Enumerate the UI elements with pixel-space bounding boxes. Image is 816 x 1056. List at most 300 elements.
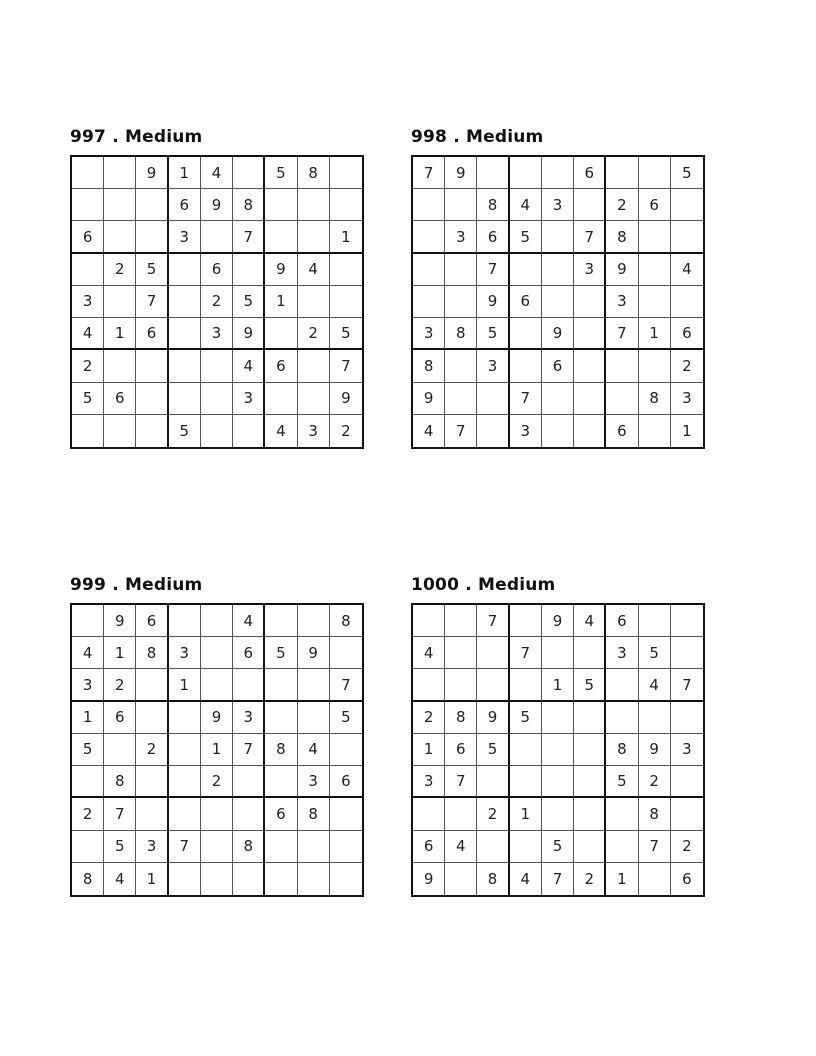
sudoku-cell: 2 bbox=[477, 798, 509, 830]
sudoku-cell: 3 bbox=[298, 766, 330, 798]
sudoku-cell: 8 bbox=[330, 605, 362, 637]
sudoku-cell bbox=[136, 189, 168, 221]
sudoku-cell bbox=[510, 157, 542, 189]
sudoku-cell bbox=[542, 415, 574, 447]
sudoku-cell: 9 bbox=[606, 254, 638, 286]
sudoku-cell: 4 bbox=[639, 669, 671, 701]
sudoku-cell bbox=[574, 286, 606, 318]
sudoku-cell bbox=[413, 605, 445, 637]
sudoku-cell: 3 bbox=[477, 350, 509, 382]
sudoku-cell bbox=[671, 189, 703, 221]
sudoku-cell: 9 bbox=[445, 157, 477, 189]
sudoku-cell bbox=[671, 637, 703, 669]
sudoku-grid bbox=[411, 603, 705, 897]
sudoku-cell: 5 bbox=[477, 734, 509, 766]
sudoku-cell bbox=[639, 157, 671, 189]
sudoku-cell: 4 bbox=[233, 350, 265, 382]
sudoku-cell bbox=[445, 798, 477, 830]
sudoku-cell bbox=[477, 669, 509, 701]
sudoku-cell: 3 bbox=[445, 221, 477, 253]
sudoku-cell bbox=[639, 605, 671, 637]
sudoku-cell: 9 bbox=[639, 734, 671, 766]
sudoku-cell: 1 bbox=[136, 863, 168, 895]
sudoku-puzzle-998 bbox=[411, 127, 707, 449]
sudoku-cell bbox=[233, 415, 265, 447]
sudoku-cell: 6 bbox=[639, 189, 671, 221]
sudoku-cell bbox=[606, 669, 638, 701]
sudoku-cell bbox=[542, 286, 574, 318]
sudoku-cell bbox=[639, 863, 671, 895]
sudoku-cell bbox=[136, 415, 168, 447]
sudoku-cell: 3 bbox=[136, 831, 168, 863]
sudoku-grid bbox=[70, 155, 364, 449]
sudoku-cell bbox=[542, 221, 574, 253]
sudoku-cell bbox=[136, 798, 168, 830]
sudoku-cell bbox=[169, 254, 201, 286]
sudoku-cell bbox=[298, 286, 330, 318]
sudoku-cell: 2 bbox=[671, 350, 703, 382]
sudoku-cell bbox=[542, 383, 574, 415]
sudoku-cell: 7 bbox=[639, 831, 671, 863]
sudoku-cell: 6 bbox=[445, 734, 477, 766]
sudoku-cell: 6 bbox=[265, 798, 297, 830]
sudoku-cell: 3 bbox=[233, 702, 265, 734]
sudoku-cell bbox=[330, 831, 362, 863]
sudoku-cell bbox=[330, 734, 362, 766]
sudoku-cell bbox=[671, 221, 703, 253]
sudoku-cell: 8 bbox=[477, 189, 509, 221]
sudoku-cell bbox=[510, 350, 542, 382]
sudoku-cell: 3 bbox=[671, 383, 703, 415]
sudoku-cell bbox=[104, 350, 136, 382]
sudoku-cell bbox=[445, 637, 477, 669]
sudoku-cell: 6 bbox=[477, 221, 509, 253]
sudoku-cell: 1 bbox=[169, 157, 201, 189]
sudoku-cell: 7 bbox=[233, 221, 265, 253]
sudoku-cell bbox=[104, 221, 136, 253]
sudoku-cell: 4 bbox=[104, 863, 136, 895]
sudoku-cell: 1 bbox=[201, 734, 233, 766]
sudoku-cell bbox=[606, 798, 638, 830]
sudoku-cell: 7 bbox=[233, 734, 265, 766]
sudoku-cell: 3 bbox=[510, 415, 542, 447]
sudoku-cell: 7 bbox=[104, 798, 136, 830]
sudoku-cell bbox=[265, 221, 297, 253]
sudoku-cell: 9 bbox=[413, 383, 445, 415]
sudoku-cell bbox=[330, 637, 362, 669]
sudoku-cell bbox=[477, 766, 509, 798]
sudoku-cell bbox=[72, 189, 104, 221]
sudoku-cell: 2 bbox=[72, 798, 104, 830]
sudoku-cell: 8 bbox=[233, 189, 265, 221]
sudoku-cell bbox=[639, 254, 671, 286]
sudoku-cell: 2 bbox=[639, 766, 671, 798]
sudoku-cell: 8 bbox=[298, 798, 330, 830]
sudoku-cell: 2 bbox=[606, 189, 638, 221]
sudoku-cell bbox=[265, 189, 297, 221]
sudoku-cell bbox=[72, 605, 104, 637]
sudoku-cell bbox=[445, 350, 477, 382]
sudoku-cell: 7 bbox=[136, 286, 168, 318]
sudoku-cell: 7 bbox=[606, 318, 638, 350]
sudoku-cell: 9 bbox=[477, 286, 509, 318]
sudoku-cell bbox=[510, 831, 542, 863]
sudoku-cell: 9 bbox=[413, 863, 445, 895]
sudoku-cell: 6 bbox=[169, 189, 201, 221]
sudoku-cell bbox=[265, 605, 297, 637]
sudoku-cell: 3 bbox=[169, 637, 201, 669]
sudoku-cell: 2 bbox=[413, 702, 445, 734]
sudoku-cell bbox=[72, 254, 104, 286]
sudoku-cell: 2 bbox=[201, 766, 233, 798]
sudoku-cell bbox=[201, 831, 233, 863]
sudoku-cell bbox=[104, 286, 136, 318]
sudoku-cell bbox=[136, 702, 168, 734]
sudoku-cell: 4 bbox=[413, 415, 445, 447]
sudoku-cell: 8 bbox=[606, 734, 638, 766]
sudoku-cell: 1 bbox=[104, 318, 136, 350]
sudoku-cell: 4 bbox=[510, 189, 542, 221]
sudoku-cell: 5 bbox=[542, 831, 574, 863]
sudoku-cell: 7 bbox=[510, 383, 542, 415]
sudoku-cell: 8 bbox=[445, 318, 477, 350]
sudoku-cell: 1 bbox=[413, 734, 445, 766]
sudoku-cell bbox=[265, 318, 297, 350]
sudoku-cell: 5 bbox=[136, 254, 168, 286]
sudoku-cell bbox=[606, 383, 638, 415]
sudoku-cell: 3 bbox=[606, 637, 638, 669]
sudoku-cell: 5 bbox=[330, 318, 362, 350]
sudoku-cell: 3 bbox=[413, 766, 445, 798]
sudoku-cell bbox=[574, 798, 606, 830]
sudoku-cell: 4 bbox=[413, 637, 445, 669]
sudoku-cell: 3 bbox=[298, 415, 330, 447]
sudoku-cell bbox=[136, 350, 168, 382]
sudoku-cell bbox=[445, 254, 477, 286]
sudoku-cell: 1 bbox=[510, 798, 542, 830]
sudoku-cell: 4 bbox=[265, 415, 297, 447]
sudoku-cell bbox=[671, 798, 703, 830]
sudoku-cell: 9 bbox=[542, 318, 574, 350]
sudoku-cell: 8 bbox=[477, 863, 509, 895]
sudoku-cell: 5 bbox=[510, 221, 542, 253]
sudoku-cell: 4 bbox=[72, 318, 104, 350]
sudoku-cell: 4 bbox=[671, 254, 703, 286]
sudoku-cell: 6 bbox=[233, 637, 265, 669]
sudoku-cell bbox=[169, 863, 201, 895]
sudoku-cell bbox=[72, 415, 104, 447]
sudoku-cell bbox=[330, 157, 362, 189]
sudoku-cell: 6 bbox=[606, 605, 638, 637]
sudoku-cell bbox=[671, 766, 703, 798]
sudoku-cell bbox=[606, 350, 638, 382]
sudoku-cell bbox=[639, 221, 671, 253]
sudoku-cell bbox=[233, 669, 265, 701]
sudoku-cell bbox=[72, 831, 104, 863]
sudoku-cell bbox=[233, 798, 265, 830]
puzzle-title: 999 . Medium bbox=[70, 575, 203, 595]
sudoku-cell: 1 bbox=[542, 669, 574, 701]
sudoku-cell bbox=[298, 831, 330, 863]
sudoku-cell: 6 bbox=[104, 383, 136, 415]
sudoku-cell bbox=[265, 669, 297, 701]
sudoku-cell bbox=[169, 798, 201, 830]
sudoku-cell bbox=[201, 350, 233, 382]
sudoku-cell: 4 bbox=[298, 734, 330, 766]
sudoku-cell: 8 bbox=[445, 702, 477, 734]
sudoku-cell bbox=[72, 157, 104, 189]
sudoku-cell: 5 bbox=[330, 702, 362, 734]
sudoku-cell bbox=[201, 669, 233, 701]
sudoku-cell bbox=[606, 157, 638, 189]
sudoku-cell bbox=[574, 702, 606, 734]
sudoku-cell: 3 bbox=[233, 383, 265, 415]
sudoku-cell: 6 bbox=[413, 831, 445, 863]
sudoku-cell: 5 bbox=[574, 669, 606, 701]
sudoku-cell bbox=[169, 605, 201, 637]
sudoku-cell: 6 bbox=[682, 869, 692, 888]
sudoku-cell: 9 bbox=[201, 189, 233, 221]
sudoku-cell bbox=[477, 383, 509, 415]
sudoku-cell bbox=[542, 766, 574, 798]
sudoku-cell: 5 bbox=[510, 702, 542, 734]
sudoku-cell bbox=[574, 318, 606, 350]
sudoku-cell bbox=[298, 863, 330, 895]
sudoku-cell bbox=[606, 831, 638, 863]
sudoku-cell: 5 bbox=[169, 415, 201, 447]
sudoku-cell: 7 bbox=[330, 669, 362, 701]
sudoku-cell bbox=[510, 766, 542, 798]
sudoku-cell: 7 bbox=[413, 157, 445, 189]
sudoku-cell: 1 bbox=[72, 702, 104, 734]
sudoku-cell: 6 bbox=[574, 157, 606, 189]
sudoku-cell: 1 bbox=[169, 669, 201, 701]
sudoku-cell bbox=[477, 415, 509, 447]
sudoku-cell bbox=[169, 286, 201, 318]
sudoku-cell bbox=[542, 254, 574, 286]
sudoku-cell: 5 bbox=[606, 766, 638, 798]
puzzle-title: 998 . Medium bbox=[411, 127, 544, 147]
sudoku-cell bbox=[265, 863, 297, 895]
sudoku-cell bbox=[169, 702, 201, 734]
sudoku-cell: 2 bbox=[201, 286, 233, 318]
sudoku-cell: 4 bbox=[510, 863, 542, 895]
sudoku-cell bbox=[510, 254, 542, 286]
sudoku-cell: 7 bbox=[510, 637, 542, 669]
sudoku-cell bbox=[298, 350, 330, 382]
sudoku-cell bbox=[542, 734, 574, 766]
sudoku-cell bbox=[445, 189, 477, 221]
sudoku-cell: 6 bbox=[104, 702, 136, 734]
sudoku-cell: 9 bbox=[136, 157, 168, 189]
sudoku-cell bbox=[72, 766, 104, 798]
sudoku-cell: 5 bbox=[639, 637, 671, 669]
sudoku-cell: 9 bbox=[104, 605, 136, 637]
sudoku-cell: 4 bbox=[72, 637, 104, 669]
sudoku-cell bbox=[265, 383, 297, 415]
sudoku-cell: 5 bbox=[72, 383, 104, 415]
sudoku-cell bbox=[574, 831, 606, 863]
sudoku-cell bbox=[233, 254, 265, 286]
sudoku-cell: 2 bbox=[104, 254, 136, 286]
sudoku-cell bbox=[413, 254, 445, 286]
sudoku-cell: 9 bbox=[265, 254, 297, 286]
sudoku-cell: 3 bbox=[606, 286, 638, 318]
sudoku-cell: 5 bbox=[477, 318, 509, 350]
sudoku-cell bbox=[201, 637, 233, 669]
sudoku-cell bbox=[298, 605, 330, 637]
sudoku-cell bbox=[574, 415, 606, 447]
sudoku-cell: 5 bbox=[671, 157, 703, 189]
sudoku-cell bbox=[169, 734, 201, 766]
sudoku-cell bbox=[671, 286, 703, 318]
sudoku-cell bbox=[671, 702, 703, 734]
sudoku-cell bbox=[445, 863, 477, 895]
sudoku-cell bbox=[510, 605, 542, 637]
sudoku-cell: 6 bbox=[265, 350, 297, 382]
sudoku-cell bbox=[574, 189, 606, 221]
sudoku-cell: 9 bbox=[298, 637, 330, 669]
puzzle-title: 1000 . Medium bbox=[411, 575, 556, 595]
sudoku-cell: 1 bbox=[265, 286, 297, 318]
sudoku-cell: 2 bbox=[341, 421, 351, 440]
sudoku-cell: 8 bbox=[104, 766, 136, 798]
sudoku-cell bbox=[104, 415, 136, 447]
sudoku-cell: 1 bbox=[682, 421, 692, 440]
sudoku-cell: 2 bbox=[574, 863, 606, 895]
sudoku-cell: 5 bbox=[104, 831, 136, 863]
sudoku-grid bbox=[70, 603, 364, 897]
sudoku-cell: 4 bbox=[201, 157, 233, 189]
sudoku-puzzle-1000 bbox=[411, 575, 707, 897]
sudoku-cell: 6 bbox=[671, 318, 703, 350]
sudoku-cell bbox=[136, 766, 168, 798]
sudoku-cell bbox=[445, 669, 477, 701]
sudoku-cell bbox=[574, 766, 606, 798]
sudoku-cell: 1 bbox=[330, 221, 362, 253]
sudoku-cell bbox=[445, 383, 477, 415]
sudoku-cell: 8 bbox=[298, 157, 330, 189]
sudoku-cell: 1 bbox=[639, 318, 671, 350]
puzzle-title: 997 . Medium bbox=[70, 127, 203, 147]
sudoku-cell bbox=[233, 157, 265, 189]
sudoku-cell: 7 bbox=[477, 254, 509, 286]
sudoku-cell: 3 bbox=[72, 669, 104, 701]
sudoku-cell: 5 bbox=[265, 157, 297, 189]
sudoku-cell: 6 bbox=[136, 605, 168, 637]
sudoku-cell bbox=[477, 157, 509, 189]
sudoku-cell: 5 bbox=[233, 286, 265, 318]
sudoku-cell: 7 bbox=[169, 831, 201, 863]
sudoku-grid bbox=[411, 155, 705, 449]
sudoku-cell: 9 bbox=[477, 702, 509, 734]
sudoku-cell bbox=[201, 415, 233, 447]
sudoku-cell: 6 bbox=[136, 318, 168, 350]
sudoku-cell: 6 bbox=[542, 350, 574, 382]
sudoku-cell bbox=[671, 605, 703, 637]
sudoku-cell: 7 bbox=[477, 605, 509, 637]
sudoku-cell: 2 bbox=[298, 318, 330, 350]
sudoku-cell bbox=[298, 383, 330, 415]
sudoku-cell: 1 bbox=[104, 637, 136, 669]
sudoku-cell bbox=[169, 350, 201, 382]
sudoku-cell: 3 bbox=[542, 189, 574, 221]
sudoku-cell bbox=[477, 831, 509, 863]
sudoku-cell bbox=[104, 734, 136, 766]
sudoku-cell bbox=[445, 286, 477, 318]
sudoku-cell: 9 bbox=[542, 605, 574, 637]
sudoku-cell bbox=[201, 605, 233, 637]
sudoku-cell: 7 bbox=[542, 863, 574, 895]
sudoku-cell: 3 bbox=[413, 318, 445, 350]
sudoku-cell: 9 bbox=[233, 318, 265, 350]
sudoku-cell: 8 bbox=[639, 383, 671, 415]
sudoku-cell bbox=[330, 189, 362, 221]
sudoku-cell: 7 bbox=[445, 766, 477, 798]
sudoku-cell bbox=[477, 637, 509, 669]
sudoku-cell: 4 bbox=[574, 605, 606, 637]
sudoku-cell: 2 bbox=[104, 669, 136, 701]
sudoku-cell: 2 bbox=[72, 350, 104, 382]
sudoku-cell: 8 bbox=[136, 637, 168, 669]
sudoku-cell bbox=[542, 157, 574, 189]
sudoku-cell: 6 bbox=[606, 415, 638, 447]
sudoku-cell: 3 bbox=[169, 221, 201, 253]
sudoku-cell bbox=[298, 669, 330, 701]
sudoku-cell bbox=[169, 766, 201, 798]
sudoku-cell bbox=[542, 637, 574, 669]
sudoku-cell bbox=[510, 734, 542, 766]
sudoku-cell: 4 bbox=[445, 831, 477, 863]
sudoku-cell bbox=[201, 798, 233, 830]
sudoku-cell bbox=[606, 702, 638, 734]
sudoku-cell: 3 bbox=[72, 286, 104, 318]
sudoku-cell bbox=[330, 798, 362, 830]
sudoku-cell: 1 bbox=[606, 863, 638, 895]
sudoku-cell: 5 bbox=[72, 734, 104, 766]
sudoku-cell bbox=[201, 221, 233, 253]
sudoku-cell bbox=[169, 318, 201, 350]
sudoku-cell bbox=[265, 702, 297, 734]
sudoku-cell bbox=[265, 831, 297, 863]
sudoku-cell: 7 bbox=[445, 415, 477, 447]
sudoku-cell bbox=[413, 221, 445, 253]
sudoku-cell: 5 bbox=[265, 637, 297, 669]
sudoku-cell: 2 bbox=[136, 734, 168, 766]
sudoku-cell: 8 bbox=[233, 831, 265, 863]
sudoku-cell: 8 bbox=[413, 350, 445, 382]
sudoku-cell bbox=[169, 383, 201, 415]
sudoku-cell bbox=[136, 383, 168, 415]
sudoku-cell bbox=[574, 350, 606, 382]
sudoku-cell: 7 bbox=[574, 221, 606, 253]
sudoku-cell bbox=[413, 189, 445, 221]
sudoku-cell bbox=[330, 254, 362, 286]
sudoku-cell: 8 bbox=[72, 863, 104, 895]
sudoku-cell bbox=[330, 863, 362, 895]
sudoku-cell: 6 bbox=[510, 286, 542, 318]
sudoku-cell: 6 bbox=[72, 221, 104, 253]
sudoku-cell bbox=[201, 863, 233, 895]
sudoku-cell bbox=[574, 383, 606, 415]
sudoku-cell: 8 bbox=[639, 798, 671, 830]
sudoku-puzzle-999 bbox=[70, 575, 366, 897]
sudoku-cell bbox=[639, 286, 671, 318]
sudoku-cell bbox=[542, 798, 574, 830]
sudoku-cell bbox=[104, 157, 136, 189]
sudoku-cell bbox=[298, 189, 330, 221]
sudoku-cell bbox=[542, 702, 574, 734]
